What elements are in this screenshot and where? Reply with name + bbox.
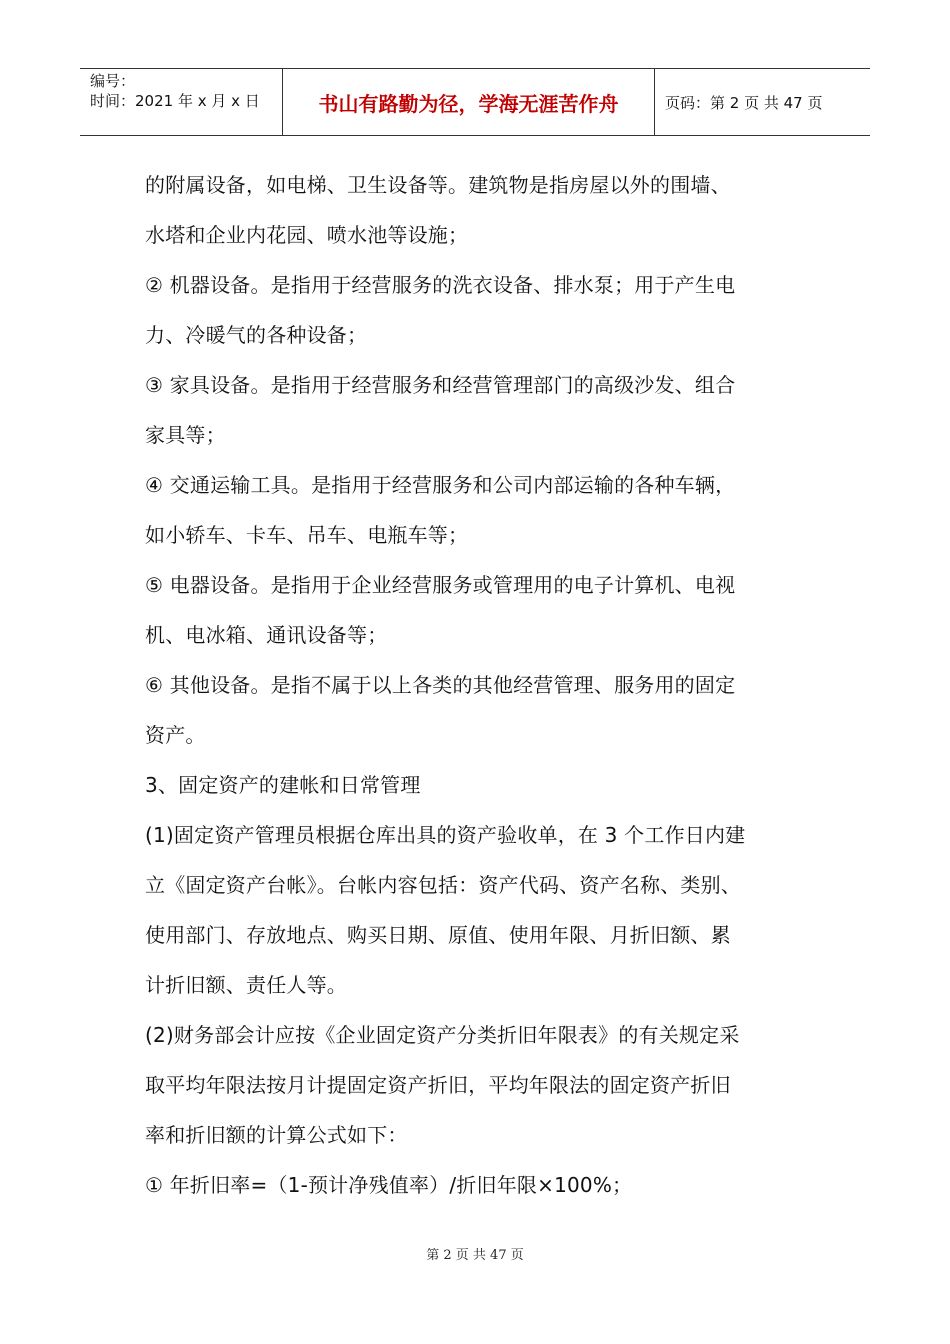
body-line: 的附属设备，如电梯、卫生设备等。建筑物是指房屋以外的围墙、 [145,173,731,197]
body-line: 立《固定资产台帐》。台帐内容包括：资产代码、资产名称、类别、 [145,873,741,897]
body-line: ⑥ 其他设备。是指不属于以上各类的其他经营管理、服务用的固定 [145,673,736,697]
body-line: 资产。 [145,723,206,747]
header-page-info: 页码：第 2 页 共 47 页 [665,93,823,112]
body-line: 使用部门、存放地点、购买日期、原值、使用年限、月折旧额、累 [145,923,731,947]
body-line: ③ 家具设备。是指用于经营服务和经营管理部门的高级沙发、组合 [145,373,736,397]
header-motto: 书山有路勤为径，学海无涯苦作舟 [283,69,655,135]
body-line: 取平均年限法按月计提固定资产折旧，平均年限法的固定资产折旧 [145,1073,731,1097]
body-line: 机、电冰箱、通讯设备等； [145,623,388,647]
body-line: 计折旧额、责任人等。 [145,973,347,997]
body-line: ④ 交通运输工具。是指用于经营服务和公司内部运输的各种车辆， [145,473,736,497]
body-line: 家具等； [145,423,226,447]
body-line: 水塔和企业内花园、喷水池等设施； [145,223,469,247]
formula-line: ① 年折旧率=（1-预计净残值率）/折旧年限×100%； [145,1173,633,1197]
serial-label: 编号： [90,72,136,90]
section-heading: 3、固定资产的建帐和日常管理 [145,773,421,797]
body-line: 如小轿车、卡车、吊车、电瓶车等； [145,523,469,547]
body-line: (1)固定资产管理员根据仓库出具的资产验收单，在 3 个工作日内建 [145,823,746,847]
date-line: 时间：2021 年 x 月 x 日 [90,92,260,110]
body-line: 力、冷暖气的各种设备； [145,323,368,347]
document-body [145,160,815,1210]
body-line: (2)财务部会计应按《企业固定资产分类折旧年限表》的有关规定采 [145,1023,740,1047]
header-meta [80,69,283,135]
body-line: ② 机器设备。是指用于经营服务的洗衣设备、排水泵；用于产生电 [145,273,736,297]
body-line: 率和折旧额的计算公式如下： [145,1123,408,1147]
page-footer: 第 2 页 共 47 页 [426,1248,524,1263]
page-header [80,68,870,136]
body-line: ⑤ 电器设备。是指用于企业经营服务或管理用的电子计算机、电视 [145,573,736,597]
